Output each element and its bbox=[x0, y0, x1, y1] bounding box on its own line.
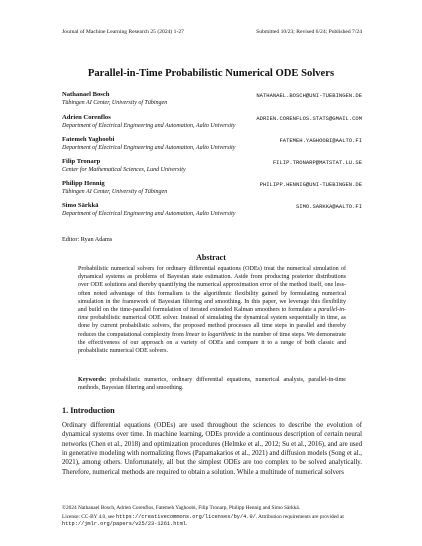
keywords-text: probabilistic numerics, ordinary differential equations, numerical analysis, parallel-in-time methods, Bayesian filtering and smoothing. bbox=[78, 377, 346, 392]
section-body: Ordinary differential equations (ODEs) are used throughout the sciences to describe the evolution of dynamical systems over time. In machine learning, ODEs provide a continuous description of certain neural networks (Chen et al., 2018) and optimization procedures (Helmke et al., 2012; Su et al., 2016), and are used in generative modeling with normalizing flows (Papamakarios et al., 2021) and diffusion models (Song et al., 2021), among others. Unfortunately, all but the simplest ODEs are too complex to be solved analytically. Therefore, numerical methods are required to obtain a solution. While a multitude of numerical solvers bbox=[62, 422, 362, 476]
abstract-text-part: to bbox=[199, 331, 208, 338]
author-affiliation: Tübingen AI Center, University of Tübingen bbox=[62, 100, 168, 106]
license-text: License: CC-BY 4.0, see bbox=[62, 514, 116, 520]
author-email: NATHANAEL.BOSCH@UNI-TUEBINGEN.DE bbox=[256, 92, 362, 99]
paper-title: Parallel-in-Time Probabilistic Numerical ODE Solvers bbox=[87, 68, 335, 79]
author-email: PHILIPP.HENNIG@UNI-TUEBINGEN.DE bbox=[259, 181, 362, 188]
author-email: FILIP.TRONARP@MATSTAT.LU.SE bbox=[272, 159, 362, 166]
abstract-heading: Abstract bbox=[196, 253, 226, 262]
keywords-label: Keywords: bbox=[78, 377, 107, 383]
abstract-emphasis: parallel-in-time bbox=[78, 307, 346, 322]
journal-header: Journal of Machine Learning Research 25 (2024) 1-27 bbox=[62, 29, 184, 35]
author-email: ADRIEN.CORENFLOS.STATS@GMAIL.COM bbox=[256, 115, 362, 122]
author-email: SIMO.SARKKA@AALTO.FI bbox=[295, 203, 362, 210]
author-name: Nathanael Bosch bbox=[62, 91, 110, 98]
license-text: . Attribution requirements are provided at bbox=[255, 514, 344, 520]
author-affiliation: Department of Electrical Engineering and Automation, Aalto University bbox=[62, 145, 236, 151]
abstract-emphasis: linear bbox=[185, 331, 200, 338]
author-name: Philipp Hennig bbox=[62, 180, 105, 187]
abstract-text-part: probabilistic numerical ODE solver. Instead of simulating the dynamical system sequentially in time, as done by current probabilistic solvers, the proposed method processes all time steps in parallel and thereby reduces the computational complexity from bbox=[78, 315, 346, 338]
author-name: Fatemeh Yaghoobi bbox=[62, 136, 115, 143]
keywords bbox=[78, 376, 346, 392]
author-affiliation: Tübingen AI Center, University of Tübingen bbox=[62, 189, 168, 195]
author-affiliation: Department of Electrical Engineering and Automation, Aalto University bbox=[62, 211, 236, 217]
license-link[interactable]: https://creativecommons.org/licenses/by/4.0/ bbox=[115, 514, 256, 520]
submission-dates: Submitted 10/23; Revised 6/24; Published 7/24 bbox=[256, 29, 362, 35]
section-heading: 1. Introduction bbox=[62, 406, 115, 415]
license-notice bbox=[62, 514, 362, 528]
editor-line: Editor: Ryan Adams bbox=[62, 236, 113, 243]
author-name: Adrien Corenflos bbox=[62, 114, 111, 121]
author-name: Filip Tronarp bbox=[62, 158, 101, 165]
copyright-notice: ©2024 Nathanael Bosch, Adrien Corenflos, Fatemeh Yaghoobi, Filip Tronarp, Philipp Hennig and Simo Särkkä. bbox=[62, 505, 301, 511]
abstract-text-part: in the number of time steps. We demonstrate the effectiveness of our approach on a variety of ODEs and compare it to a range of both classic and probabilistic numerical ODE solvers. bbox=[78, 331, 346, 355]
author-affiliation: Department of Electrical Engineering and Automation, Aalto University bbox=[62, 123, 236, 129]
abstract-text-part: Probabilistic numerical solvers for ordinary differential equations (ODEs) treat the numerical simulation of dynamical systems as problems of Bayesian state estimation. Aside from producing posterior distributions over ODE solutions and thereby quantifying the numerical approximation error of the method itself, one less-often noted advantage of this formalism is the algorithmic flexibility gained by formulating numerical simulation in the framework of Bayesian filtering and smoothing. In this paper, we leverage this flexibility and build on the time-parallel formulation of iterated extended Kalman smoothers to formulate a bbox=[78, 266, 346, 314]
author-name: Simo Särkkä bbox=[62, 202, 99, 209]
abstract-emphasis: logarithmic bbox=[207, 331, 236, 338]
license-text: . bbox=[185, 520, 188, 527]
author-affiliation: Center for Mathematical Sciences, Lund University bbox=[62, 167, 186, 173]
attribution-link[interactable]: http://jmlr.org/papers/v25/23-1261.html bbox=[62, 520, 186, 527]
abstract-text bbox=[78, 265, 346, 355]
author-email: FATEMEH.YAGHOOBI@AALTO.FI bbox=[279, 137, 362, 144]
